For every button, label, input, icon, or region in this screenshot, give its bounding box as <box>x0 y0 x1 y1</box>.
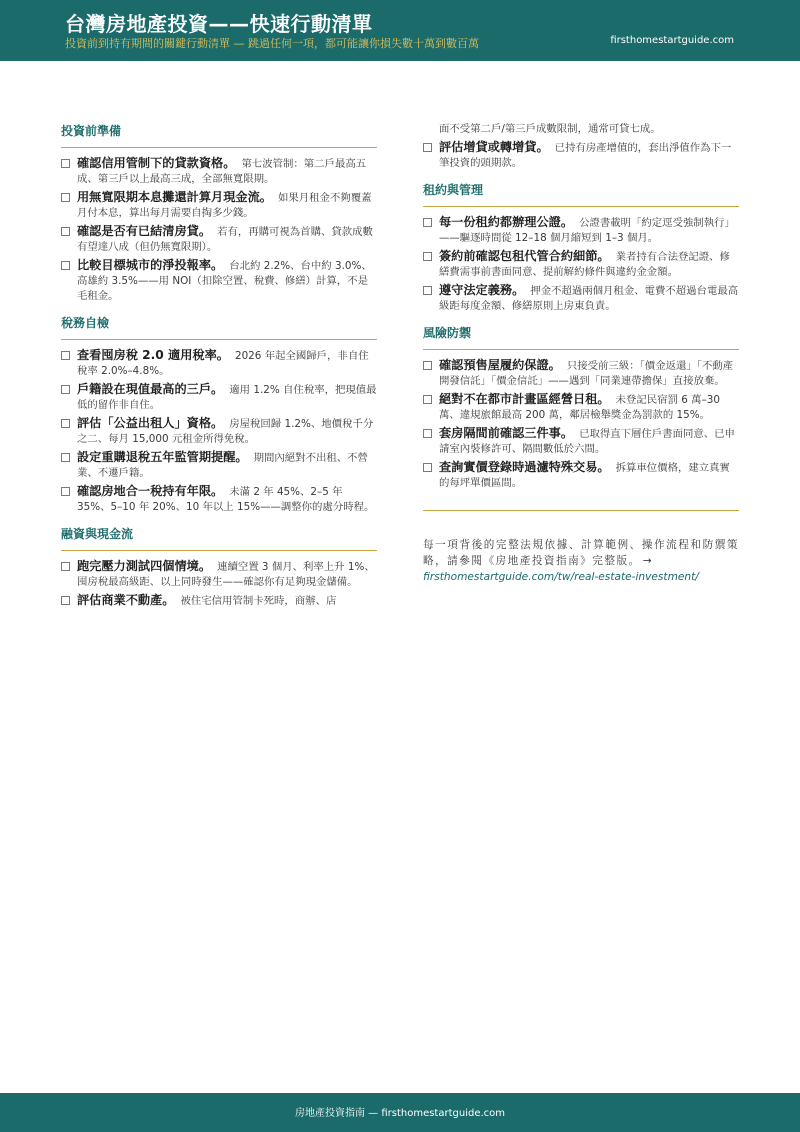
checkbox-icon[interactable] <box>61 351 70 360</box>
arrow-right-icon: → <box>642 555 654 567</box>
closing-text: 每一項背後的完整法規依據、計算範例、操作流程和防禦策略，請參閱《房地產投資指南》完整版。 <box>423 539 739 567</box>
item-lead: 評估「公益出租人」資格。 <box>77 416 224 430</box>
section-title-tax: 稅務自檢 <box>61 314 377 340</box>
section-lease <box>423 181 739 314</box>
item-body: 業者持有合法登記證、修繕費需事前書面同意、提前解約條件與違約金金額。 <box>439 251 730 278</box>
item-lead: 評估增貸或轉增貸。 <box>439 140 549 154</box>
guide-link[interactable]: firsthomestartguide.com/tw/real-estate-investment/ <box>423 571 699 583</box>
section-risk <box>423 324 739 491</box>
item-lead: 查詢實價登錄時過濾特殊交易。 <box>439 460 610 474</box>
checkbox-icon[interactable] <box>61 453 70 462</box>
checkbox-icon[interactable] <box>423 361 432 370</box>
closing-divider <box>423 510 739 511</box>
checklist-item <box>61 224 377 255</box>
item-body: 未滿 2 年 45%、2–5 年 35%、5–10 年 20%、10 年以上 15%——調整你的處分時程。 <box>77 486 375 513</box>
checkbox-icon[interactable] <box>423 143 432 152</box>
item-body: 若有，再購可視為首購、貸款成數有望達八成（但仍無寬限期）。 <box>77 226 373 253</box>
page-title: 台灣房地產投資——快速行動清單 <box>65 12 373 36</box>
checklist-item <box>61 416 377 447</box>
item-lead: 套房隔間前確認三件事。 <box>439 426 574 440</box>
checkbox-icon[interactable] <box>61 562 70 571</box>
item-body: 被住宅信用管制卡死時，商辦、店 <box>180 595 337 607</box>
closing-note <box>423 537 739 585</box>
left-column <box>61 122 377 619</box>
item-body: 已持有房產增值的，套出淨值作為下一筆投資的頭期款。 <box>439 142 732 169</box>
item-body: 未登記民宿罰 6 萬–30 萬、違規旅館最高 200 萬，鄰居檢舉獎金為罰款的 15%。 <box>439 394 720 421</box>
page-footer <box>0 1093 800 1132</box>
page-header <box>0 0 800 61</box>
page-subtitle: 投資前到持有期間的關鍵行動清單 — 跳過任何一項，都可能讓你損失數十萬到數百萬 <box>65 37 479 50</box>
item-body: 公證書載明「約定逕受強制執行」——驅逐時間從 12–18 個月縮短到 1–3 個月。 <box>439 217 735 244</box>
item-lead: 確認是否有已結清房貸。 <box>77 224 212 238</box>
footer-text: 房地產投資指南 — firsthomestartguide.com <box>294 1108 506 1119</box>
checklist-item <box>423 392 739 423</box>
item-lead: 確認房地合一稅持有年限。 <box>77 484 224 498</box>
item-body: 期間內絕對不出租、不營業、不遷戶籍。 <box>77 452 368 479</box>
checklist-item <box>423 140 739 171</box>
checklist-item <box>61 258 377 304</box>
item-body: 拆算車位價格，建立真實的每坪單價區間。 <box>439 462 730 489</box>
item-lead: 絕對不在都市計畫區經營日租。 <box>439 392 610 406</box>
checklist-item <box>61 156 377 187</box>
checklist-item <box>423 215 739 246</box>
item-lead: 跑完壓力測試四個情境。 <box>77 559 212 573</box>
section-finance-continued <box>423 122 739 171</box>
item-lead: 遵守法定義務。 <box>439 283 525 297</box>
checkbox-icon[interactable] <box>61 487 70 496</box>
item-lead: 用無寬限期本息攤還計算月現金流。 <box>77 190 272 204</box>
checkbox-icon[interactable] <box>423 252 432 261</box>
item-lead: 簽約前確認包租代管合約細節。 <box>439 249 610 263</box>
item-body: 押金不超過兩個月租金、電費不超過台電最高級距每度金額、修繕原則上房東負責。 <box>439 285 739 312</box>
checklist-item <box>423 283 739 314</box>
item-lead: 設定重購退稅五年監管期提醒。 <box>77 450 248 464</box>
checkbox-icon[interactable] <box>423 286 432 295</box>
item-body: 第七波管制：第二戶最高五成、第三戶以上最高三成，全部無寬限期。 <box>77 158 367 185</box>
item-lead: 每一份租約都辦理公證。 <box>439 215 574 229</box>
checklist-item <box>61 593 377 609</box>
checklist-item <box>61 348 377 379</box>
section-title-lease: 租約與管理 <box>423 181 739 207</box>
item-body: 只接受前三級：「價金返還」「不動產開發信託」「價金信託」——遇到「同業連帶擔保」直接放棄。 <box>439 360 734 387</box>
item-lead: 確認預售屋履約保證。 <box>439 358 561 372</box>
section-title-risk: 風險防禦 <box>423 324 739 350</box>
header-site: firsthomestartguide.com <box>610 35 734 46</box>
checkbox-icon[interactable] <box>423 395 432 404</box>
item-lead: 比較目標城市的淨投報率。 <box>77 258 224 272</box>
item-body: 房屋稅回歸 1.2%、地價稅千分之二、每月 15,000 元租金所得免稅。 <box>77 418 374 445</box>
checkbox-icon[interactable] <box>423 463 432 472</box>
checklist-item <box>61 382 377 413</box>
checklist-item <box>61 190 377 221</box>
item-continuation: 面不受第二戶/第三戶成數限制，通常可貸七成。 <box>439 123 661 135</box>
section-finance <box>61 525 377 609</box>
checklist-item <box>61 559 377 590</box>
item-body: 2026 年起全國歸戶，非自住稅率 2.0%–4.8%。 <box>77 350 369 377</box>
checklist-item <box>423 358 739 389</box>
section-tax <box>61 314 377 515</box>
item-body: 台北約 2.2%、台中約 3.0%、高雄約 3.5%——用 NOI（扣除空置、稅費、修繕）計算，不是毛租金。 <box>77 260 372 302</box>
item-body: 如果月租金不夠覆蓋月付本息，算出每月需要自掏多少錢。 <box>77 192 372 219</box>
checkbox-icon[interactable] <box>61 193 70 202</box>
item-lead: 評估商業不動產。 <box>77 593 175 607</box>
checkbox-icon[interactable] <box>61 227 70 236</box>
item-lead: 戶籍設在現值最高的三戶。 <box>77 382 224 396</box>
item-body: 適用 1.2% 自住稅率，把現值最低的留作非自住。 <box>77 384 377 411</box>
checkbox-icon[interactable] <box>61 385 70 394</box>
checklist-item <box>61 484 377 515</box>
checklist-item <box>423 460 739 491</box>
checkbox-icon[interactable] <box>61 419 70 428</box>
item-lead: 查看囤房稅 2.0 適用稅率。 <box>77 348 229 362</box>
item-body: 已取得直下層住戶書面同意、已申請室內裝修許可、隔間數低於六間。 <box>439 428 735 455</box>
right-column <box>423 122 739 585</box>
checklist-item <box>61 450 377 481</box>
section-prep <box>61 122 377 304</box>
checkbox-icon[interactable] <box>61 596 70 605</box>
checklist-item <box>423 426 739 457</box>
section-title-finance: 融資與現金流 <box>61 525 377 551</box>
checkbox-icon[interactable] <box>61 261 70 270</box>
checkbox-icon[interactable] <box>61 159 70 168</box>
item-body: 連續空置 3 個月、利率上升 1%、囤房稅最高級距、以上同時發生——確認你有足夠現金儲備。 <box>77 561 375 588</box>
checkbox-icon[interactable] <box>423 429 432 438</box>
checkbox-icon[interactable] <box>423 218 432 227</box>
item-lead: 確認信用管制下的貸款資格。 <box>77 156 236 170</box>
section-title-prep: 投資前準備 <box>61 122 377 148</box>
checklist-item <box>423 249 739 280</box>
